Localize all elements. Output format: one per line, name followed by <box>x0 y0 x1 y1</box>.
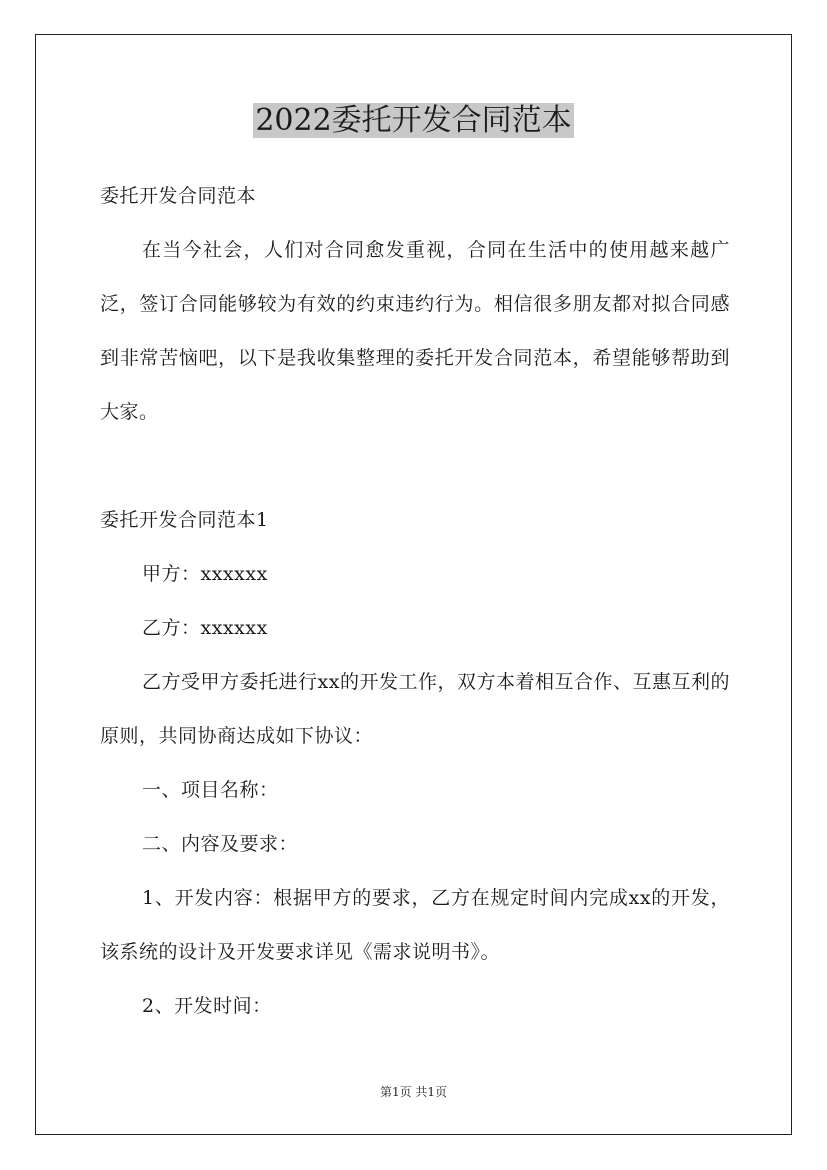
paragraph-subtitle: 委托开发合同范本 <box>100 185 257 207</box>
party-b-line: 乙方：xxxxxx <box>142 617 268 639</box>
blank-line <box>100 439 730 493</box>
paragraph-agreement: 乙方受甲方委托进行xx的开发工作，双方本着相互合作、互惠互利的原则，共同协商达成如下协议： <box>100 671 730 747</box>
document-body <box>100 169 730 1033</box>
paragraph-intro: 在当今社会，人们对合同愈发重视，合同在生活中的使用越来越广泛，签订合同能够较为有效的约束违约行为。相信很多朋友都对拟合同感到非常苦恼吧，以下是我收集整理的委托开发合同范本，希望能够帮助到大家。 <box>100 239 730 423</box>
page-number: 第1页 共1页 <box>379 1085 448 1099</box>
document-title: 2022委托开发合同范本 <box>255 103 572 138</box>
clause-content-requirements: 二、内容及要求： <box>142 833 299 855</box>
clause-development-time: 2、开发时间： <box>142 995 272 1017</box>
section-heading: 委托开发合同范本1 <box>100 509 269 531</box>
clause-project-name: 一、项目名称： <box>142 779 279 801</box>
clause-development-content: 1、开发内容：根据甲方的要求，乙方在规定时间内完成xx的开发，该系统的设计及开发要求详见《需求说明书》。 <box>100 887 730 963</box>
party-a-line: 甲方：xxxxxx <box>142 563 268 585</box>
